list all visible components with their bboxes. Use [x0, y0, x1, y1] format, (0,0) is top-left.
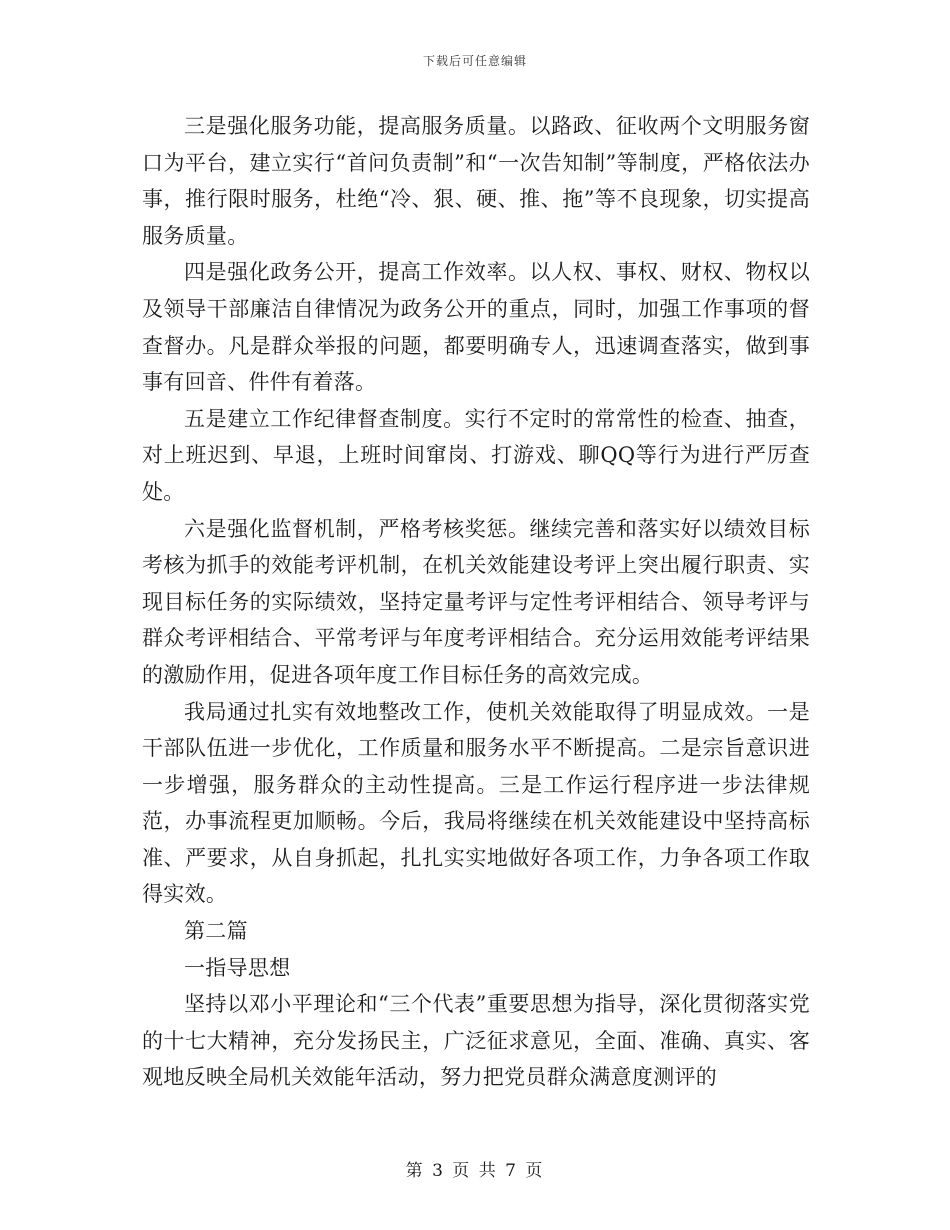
page-header: 下载后可任意编辑 [422, 54, 527, 68]
paragraph: 五是建立工作纪律督查制度。实行不定时的常常性的检查、抽查，对上班迟到、早退，上班时间窜岗、打游戏、聊QQ等行为进行严厉查处。 [142, 406, 810, 504]
subsection-heading: 一指导思想 [184, 955, 291, 980]
paragraph: 我局通过扎实有效地整改工作，使机关效能取得了明显成效。一是干部队伍进一步优化，工作质量和服务水平不断提高。二是宗旨意识进一步增强，服务群众的主动性提高。三是工作运行程序进一步法律规范，办事流程更加顺畅。今后，我局将继续在机关效能建设中坚持高标准、严要求，从自身抓起，扎扎实实地做好各项工作，力争各项工作取得实效。 [142, 699, 810, 907]
paragraph: 坚持以邓小平理论和“三个代表”重要思想为指导，深化贯彻落实党的十七大精神，充分发扬民主，广泛征求意见，全面、准确、真实、客观地反映全局机关效能年活动，努力把党员群众满意度测评的 [142, 992, 810, 1090]
section-heading: 第二篇 [184, 919, 248, 944]
paragraph: 三是强化服务功能，提高服务质量。以路政、征收两个文明服务窗口为平台，建立实行“首问负责制”和“一次告知制”等制度，严格依法办事，推行限时服务，杜绝“冷、狠、硬、推、拖”等不良现象，切实提高服务质量。 [142, 114, 810, 248]
document-body [142, 108, 810, 1096]
paragraph: 六是强化监督机制，严格考核奖惩。继续完善和落实好以绩效目标考核为抓手的效能考评机制，在机关效能建设考评上突出履行职责、实现目标任务的实际绩效，坚持定量考评与定性考评相结合、领导考评与群众考评相结合、平常考评与年度考评相结合。充分运用效能考评结果的激励作用，促进各项年度工作目标任务的高效完成。 [142, 516, 810, 687]
paragraph: 四是强化政务公开，提高工作效率。以人权、事权、财权、物权以及领导干部廉洁自律情况为政务公开的重点，同时，加强工作事项的督查督办。凡是群众举报的问题，都要明确专人，迅速调查落实，做到事事有回音、件件有着落。 [142, 260, 810, 395]
page-number: 第 3 页 共 7 页 [405, 1161, 545, 1181]
